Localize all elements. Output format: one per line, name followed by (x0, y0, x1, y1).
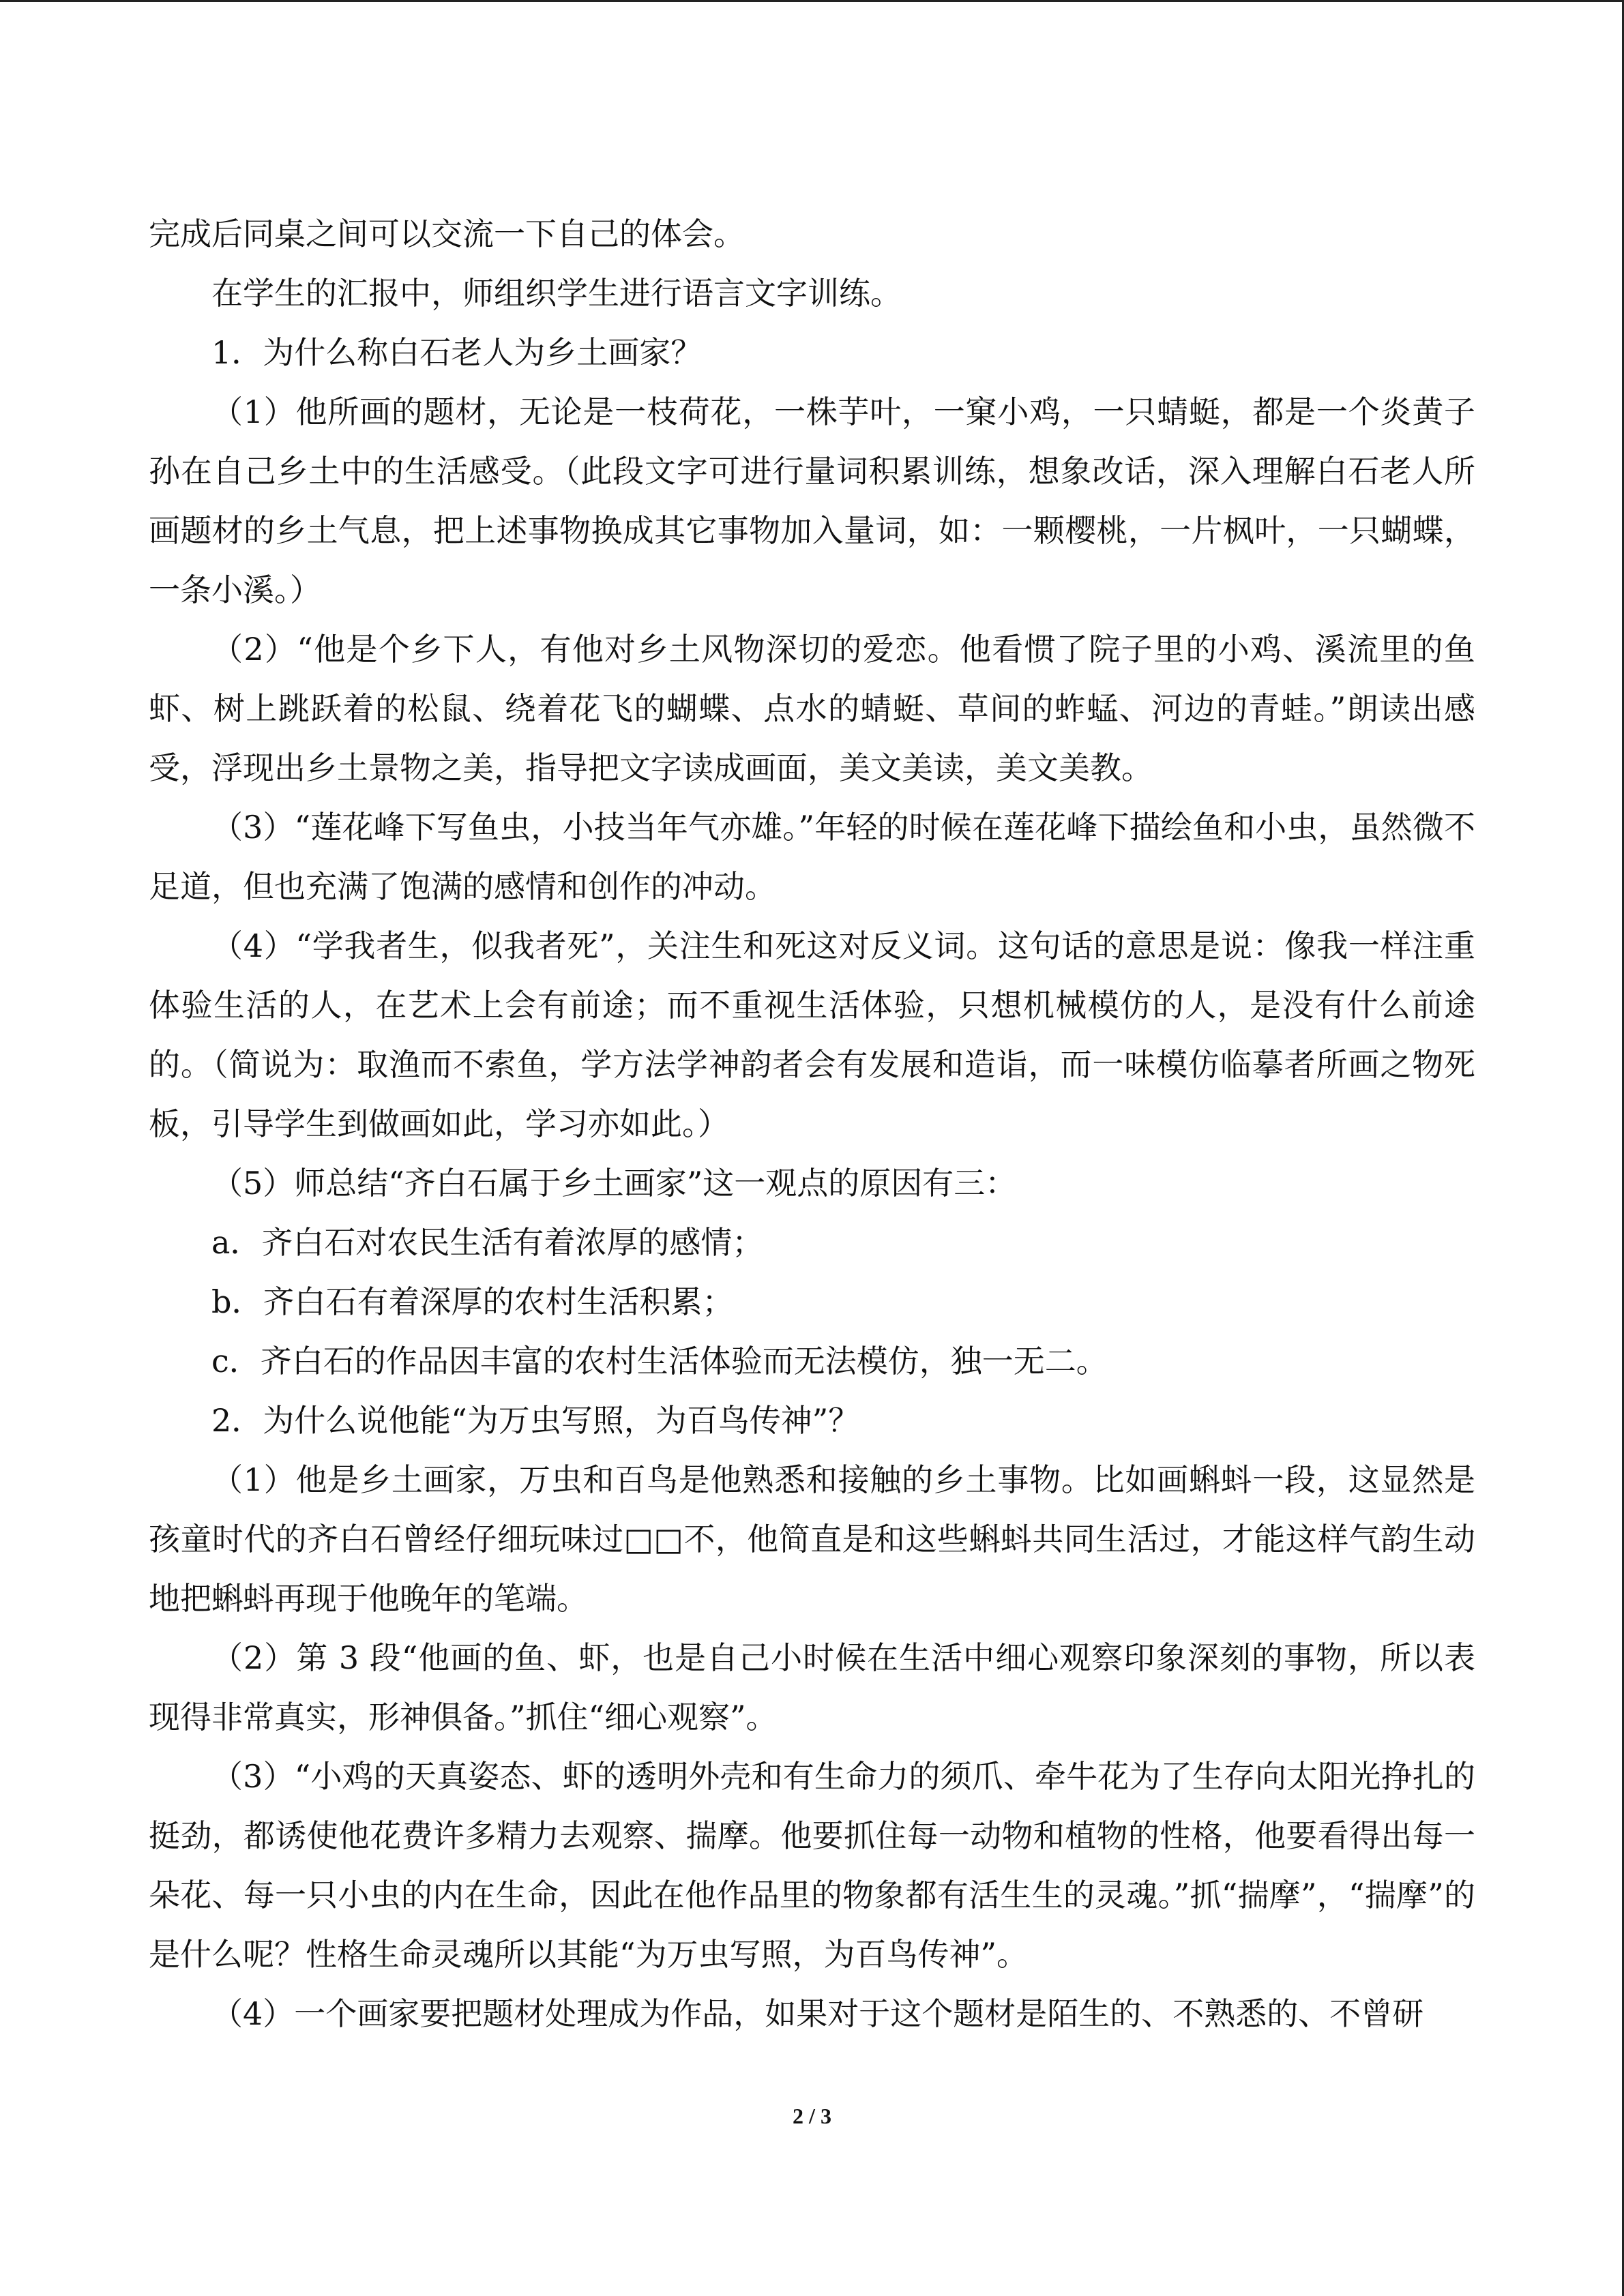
paragraph-2: 在学生的汇报中，师组织学生进行语言文字训练。 (211, 275, 902, 312)
paragraph-q2-point-1: （1）他是乡土画家，万虫和百鸟是他熟悉和接触的乡土事物。比如画蝌蚪一段，这显然是孩童时代的齐白石曾经仔细玩味过□□不，他简直是和这些蝌蚪共同生活过，才能这样气韵生动地把蝌蚪再现于他晚年的笔端。 (149, 1461, 1475, 1617)
document-body (149, 205, 1475, 2044)
paragraph-q1-point-1: （1）他所画的题材，无论是一枝荷花，一株芋叶，一窠小鸡，一只蜻蜓，都是一个炎黄子孙在自己乡土中的生活感受。（此段文字可进行量词积累训练，想象改话，深入理解白石老人所画题材的乡土气息，把上述事物换成其它事物加入量词，如：一颗樱桃，一片枫叶，一只蝴蝶，一条小溪。） (149, 393, 1475, 608)
paragraph-q2-point-3: （3）“小鸡的天真姿态、虾的透明外壳和有生命力的须爪、牵牛花为了生存向太阳光挣扎的挺劲，都诱使他花费许多精力去观察、揣摩。他要抓住每一动物和植物的性格，他要看得出每一朵花、每一只小虫的内在生命，因此在他作品里的物象都有活生生的灵魂。”抓“揣摩”，“揣摩”的是什么呢？性格生命灵魂所以其能“为万虫写照，为百鸟传神”。 (149, 1758, 1475, 1973)
list-item-a: a．齐白石对农民生活有着浓厚的感情； (211, 1224, 764, 1261)
page-number: 2 / 3 (793, 2104, 831, 2128)
paragraph-1: 完成后同桌之间可以交流一下自己的体会。 (149, 215, 745, 252)
paragraph-q1-point-3: （3）“莲花峰下写鱼虫，小技当年气亦雄。”年轻的时候在莲花峰下描绘鱼和小虫，虽然微不足道，但也充满了饱满的感情和创作的冲动。 (149, 809, 1475, 905)
paragraph-q2-point-4: （4）一个画家要把题材处理成为作品，如果对于这个题材是陌生的、不熟悉的、不曾研 (211, 1995, 1424, 2032)
paragraph-q1-point-5: （5）师总结“齐白石属于乡土画家”这一观点的原因有三： (211, 1165, 1017, 1202)
question-2-heading: 2．为什么说他能“为万虫写照，为百鸟传神”？ (211, 1402, 860, 1439)
list-item-c: c．齐白石的作品因丰富的农村生活体验而无法模仿，独一无二。 (211, 1343, 1108, 1380)
list-item-b: b．齐白石有着深厚的农村生活积累； (211, 1283, 734, 1320)
paragraph-q1-point-2: （2）“他是个乡下人，有他对乡土风物深切的爱恋。他看惯了院子里的小鸡、溪流里的鱼虾、树上跳跃着的松鼠、绕着花飞的蝴蝶、点水的蜻蜓、草间的蚱蜢、河边的青蛙。”朗读出感受，浮现出乡土景物之美，指导把文字读成画面，美文美读，美文美教。 (149, 631, 1475, 786)
paragraph-q2-point-2: （2）第 3 段“他画的鱼、虾，也是自己小时候在生活中细心观察印象深刻的事物，所以表现得非常真实，形神俱备。”抓住“细心观察”。 (149, 1639, 1475, 1735)
paragraph-q1-point-4: （4）“学我者生，似我者死”，关注生和死这对反义词。这句话的意思是说：像我一样注重体验生活的人，在艺术上会有前途；而不重视生活体验，只想机械模仿的人，是没有什么前途的。（简说为：取渔而不索鱼，学方法学神韵者会有发展和造诣，而一味模仿临摹者所画之物死板，引导学生到做画如此，学习亦如此。） (149, 927, 1475, 1142)
question-1-heading: 1．为什么称白石老人为乡土画家？ (211, 334, 703, 371)
